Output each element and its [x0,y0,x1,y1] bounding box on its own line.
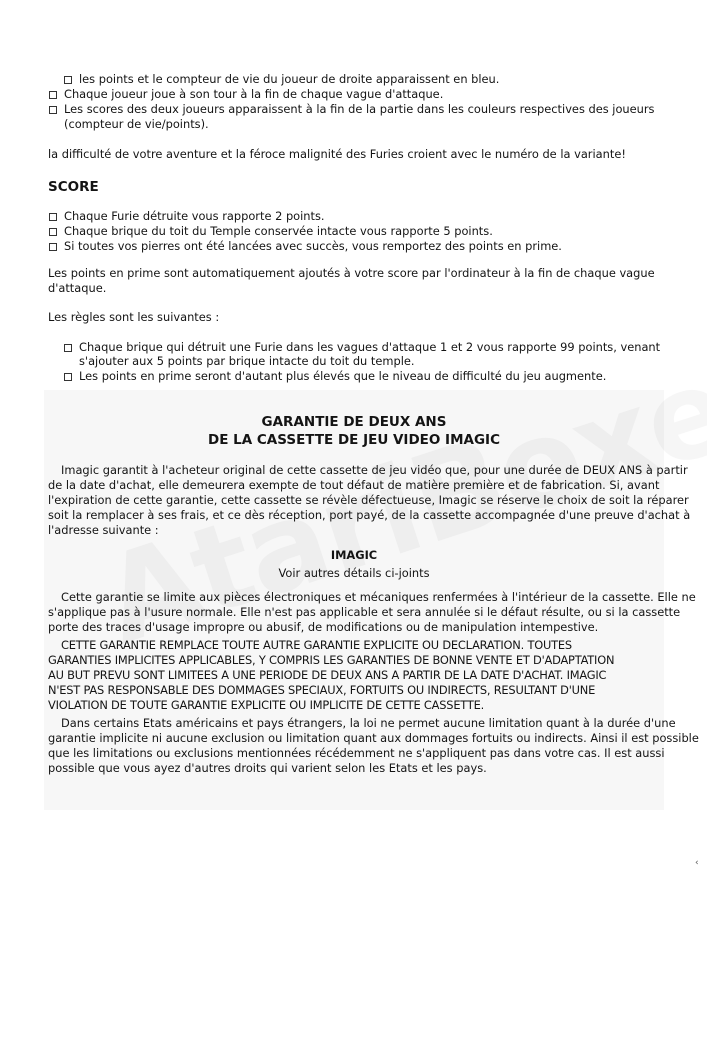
checkbox-icon [64,76,72,84]
warranty-paragraph: l'adresse suivante : [48,523,159,537]
warranty-paragraph: porte des traces d'usage impropre ou abusif, de modifications ou de manipulation intempestive. [48,620,599,634]
warranty-paragraph: VIOLATION DE TOUTE GARANTIE EXPLICITE OU IMPLICITE DE CETTE CASSETTE. [48,698,485,712]
rule-item: Chaque brique qui détruit une Furie dans les vagues d'attaque 1 et 2 vous rapporte 99 points, venant [79,340,661,354]
warranty-paragraph: que les limitations ou exclusions mentionnées récédemment ne s'appliquent pas dans votre cas. Il est aussi [48,746,665,760]
warranty-paragraph: Imagic garantit à l'acheteur original de cette cassette de jeu vidéo que, pour une durée de DEUX ANS à partir [61,463,688,477]
warranty-paragraph: de la date d'achat, elle demeurera exempte de tout défaut de matière première et de fabrication. Si, avant [48,478,660,492]
warranty-paragraph: GARANTIES IMPLICITES APPLICABLES, Y COMPRIS LES GARANTIES DE BONNE VENTE ET D'ADAPTATION [48,653,615,667]
score-item: Si toutes vos pierres ont été lancées avec succès, vous remportez des points en prime. [64,239,562,253]
rule-item: Les points en prime seront d'autant plus élevés que le niveau de difficulté du jeu augmente. [79,369,607,383]
rules-intro: Les règles sont les suivantes : [48,310,220,324]
list-item: Les scores des deux joueurs apparaissent à la fin de la partie dans les couleurs respectives des joueurs [64,102,655,116]
warranty-subtitle: DE LA CASSETTE DE JEU VIDEO IMAGIC [208,432,500,448]
checkbox-icon [64,373,72,381]
score-heading: SCORE [48,179,99,195]
list-item: les points et le compteur de vie du joueur de droite apparaissent en bleu. [79,72,500,86]
checkbox-icon [49,91,57,99]
details-note: Voir autres détails ci-joints [278,566,430,580]
warranty-paragraph: Dans certains Etats américains et pays étrangers, la loi ne permet aucune limitation quant à la durée d'une [61,716,676,730]
warranty-paragraph: Cette garantie se limite aux pièces électroniques et mécaniques renfermées à l'intérieur de la cassette. Elle ne [61,590,696,604]
scan-mark: ‹ [695,858,699,868]
checkbox-icon [49,228,57,236]
company-name: IMAGIC [330,548,378,562]
checkbox-icon [64,344,72,352]
difficulty-text: la difficulté de votre aventure et la féroce malignité des Furies croient avec le numéro de la variante! [48,147,626,161]
list-item: Chaque joueur joue à son tour à la fin de chaque vague d'attaque. [64,87,444,101]
checkbox-icon [49,243,57,251]
warranty-paragraph: garantie implicite ni aucune exclusion ou limitation quant aux dommages fortuits ou indirects. Ainsi il est possible [48,731,699,745]
warranty-paragraph: AU BUT PREVU SONT LIMITEES A UNE PERIODE DE DEUX ANS A PARTIR DE LA DATE D'ACHAT. IMAGIC [48,668,607,682]
bonus-text: Les points en prime sont automatiquement ajoutés à votre score par l'ordinateur à la fin de chaque vague [48,266,655,280]
warranty-paragraph: possible que vous ayez d'autres droits qui varient selon les Etats et les pays. [48,761,487,775]
warranty-paragraph: CETTE GARANTIE REMPLACE TOUTE AUTRE GARANTIE EXPLICITE OU DECLARATION. TOUTES [61,638,572,652]
checkbox-icon [49,106,57,114]
score-item: Chaque Furie détruite vous rapporte 2 points. [64,209,325,223]
warranty-paragraph: soit la remplacer à ses frais, et ce dès réception, port payé, de la cassette accompagnée d'une preuve d'achat à [48,508,691,522]
warranty-title: GARANTIE DE DEUX ANS [261,414,447,430]
warranty-paragraph: N'EST PAS RESPONSABLE DES DOMMAGES SPECIAUX, FORTUITS OU INDIRECTS, RESULTANT D'UNE [48,683,596,697]
bonus-text: d'attaque. [48,281,107,295]
warranty-paragraph: s'applique pas à l'usure normale. Elle n'est pas applicable et sera annulée si le défaut résulte, ou si la cassette [48,605,681,619]
score-item: Chaque brique du toit du Temple conservée intacte vous rapporte 5 points. [64,224,493,238]
checkbox-icon [49,213,57,221]
list-item-continuation: (compteur de vie/points). [64,117,209,131]
warranty-paragraph: l'expiration de cette garantie, cette cassette se révèle défectueuse, Imagic se réserve le choix de soit la réparer [48,493,689,507]
rule-item-continuation: s'ajouter aux 5 points par brique intacte du toit du temple. [79,354,415,368]
